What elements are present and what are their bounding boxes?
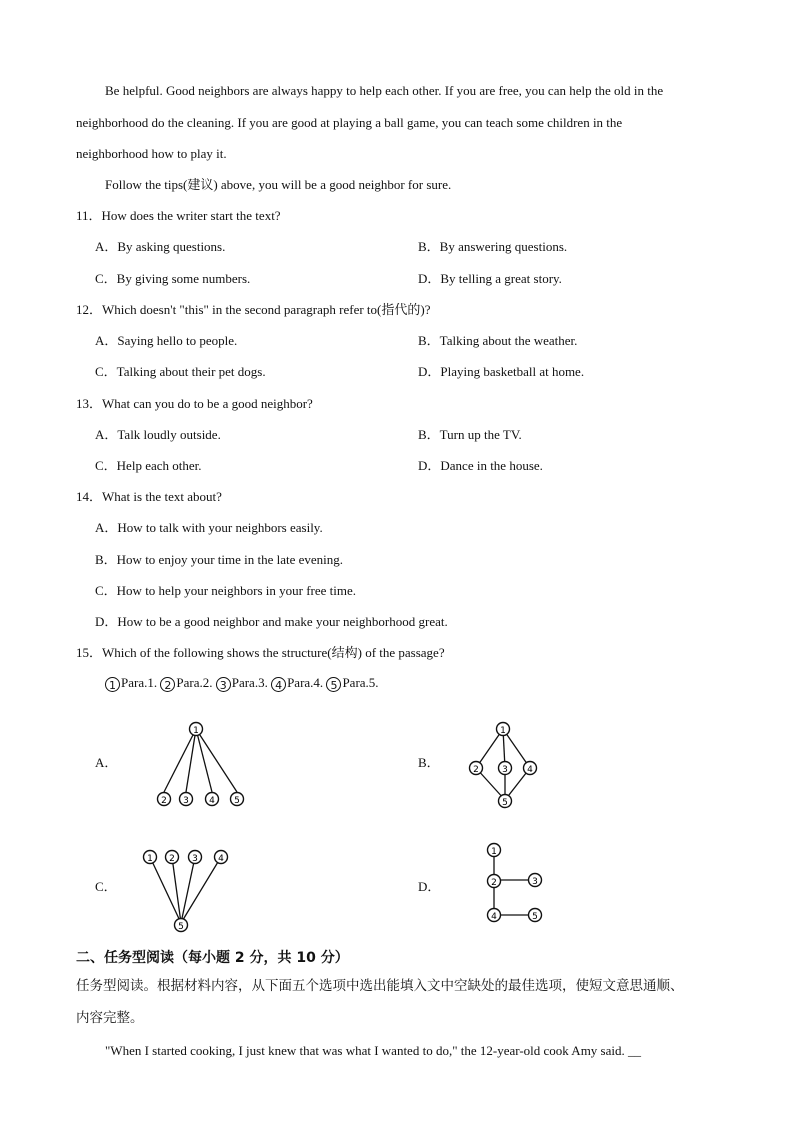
structure-diagram-c (138, 845, 238, 940)
node (470, 762, 483, 776)
q13-option-a[interactable]: A．Talk loudly outside. (95, 427, 221, 442)
svg-text:5: 5 (532, 912, 538, 922)
q11-option-b[interactable]: B．By answering questions. (418, 239, 568, 254)
q11-option-c[interactable]: C．By giving some numbers. (95, 271, 251, 286)
section-2-instruction: 任务型阅读。根据材料内容，从下面五个选项中选出能填入文中空缺处的最佳选项，使短文意思通顺、 (76, 978, 684, 994)
svg-text:1: 1 (147, 854, 153, 864)
section-2-title: 二、任务型阅读（每小题 2 分，共 10 分） (76, 950, 349, 966)
paragraph-line: neighborhood do the cleaning. If you are good at playing a ball game, you can teach some children in the (76, 115, 623, 130)
legend-label: Para.4. (287, 675, 324, 690)
node (144, 851, 157, 865)
svg-text:2: 2 (169, 854, 175, 864)
circled-number: 3 (216, 677, 231, 692)
node (529, 909, 542, 923)
q11-option-d[interactable]: D．By telling a great story. (418, 271, 562, 286)
q13-option-b[interactable]: B．Turn up the TV. (418, 427, 522, 442)
question-12-stem: 12．Which doesn't "this" in the second paragraph refer to(指代的)? (76, 302, 431, 317)
paragraph-legend (105, 675, 379, 692)
legend-label: Para.3. (231, 675, 268, 690)
svg-text:4: 4 (218, 854, 224, 864)
structure-diagram-d (480, 840, 550, 930)
q13-option-c[interactable]: C．Help each other. (95, 458, 202, 473)
question-15-stem: 15．Which of the following shows the structure(结构) of the passage? (76, 645, 445, 660)
legend-label: Para.1. (121, 675, 158, 690)
node (488, 909, 501, 923)
section-2-instruction: 内容完整。 (76, 1010, 144, 1026)
node (175, 919, 188, 933)
svg-text:4: 4 (527, 765, 533, 775)
node (488, 875, 501, 889)
svg-text:4: 4 (491, 912, 497, 922)
node (497, 723, 510, 737)
svg-text:3: 3 (183, 796, 189, 806)
q14-option-a[interactable]: A．How to talk with your neighbors easily. (95, 520, 323, 535)
paragraph-line: neighborhood how to play it. (76, 146, 227, 161)
node (166, 851, 179, 865)
structure-diagram-b (462, 715, 552, 815)
circled-number: 4 (271, 677, 286, 692)
circled-number: 5 (326, 677, 341, 692)
legend-label: Para.2. (176, 675, 213, 690)
question-14-stem: 14．What is the text about? (76, 489, 222, 504)
paragraph-line: Follow the tips(建议) above, you will be a good neighbor for sure. (105, 177, 452, 192)
node (190, 723, 203, 737)
node (206, 793, 219, 807)
paragraph-line: Be helpful. Good neighbors are always happy to help each other. If you are free, you can help the old in the (105, 83, 664, 98)
q14-option-d[interactable]: D．How to be a good neighbor and make your neighborhood great. (95, 614, 448, 629)
node (189, 851, 202, 865)
q12-option-c[interactable]: C．Talking about their pet dogs. (95, 364, 266, 379)
circled-number: 1 (105, 677, 120, 692)
q15-option-c-label[interactable]: C． (95, 879, 117, 894)
q15-option-b-label[interactable]: B． (418, 755, 440, 770)
svg-text:5: 5 (502, 798, 508, 808)
svg-text:4: 4 (209, 796, 215, 806)
q12-option-d[interactable]: D．Playing basketball at home. (418, 364, 585, 379)
legend-label: Para.5. (342, 675, 379, 690)
svg-text:2: 2 (473, 765, 479, 775)
svg-text:1: 1 (500, 726, 506, 736)
svg-text:2: 2 (161, 796, 167, 806)
q12-option-b[interactable]: B．Talking about the weather. (418, 333, 578, 348)
svg-text:3: 3 (532, 877, 538, 887)
node (158, 793, 171, 807)
node (524, 762, 537, 776)
svg-text:3: 3 (502, 765, 508, 775)
q11-option-a[interactable]: A．By asking questions. (95, 239, 226, 254)
q13-option-d[interactable]: D．Dance in the house. (418, 458, 543, 473)
svg-text:1: 1 (491, 847, 497, 857)
question-11-stem: 11．How does the writer start the text? (76, 208, 281, 223)
svg-text:5: 5 (234, 796, 240, 806)
node (529, 874, 542, 888)
structure-diagram-a (150, 715, 260, 815)
node (180, 793, 193, 807)
node (215, 851, 228, 865)
node (499, 762, 512, 776)
svg-text:2: 2 (491, 878, 497, 888)
circled-number: 2 (160, 677, 175, 692)
q12-option-a[interactable]: A．Saying hello to people. (95, 333, 238, 348)
node (231, 793, 244, 807)
svg-text:3: 3 (192, 854, 198, 864)
question-13-stem: 13．What can you do to be a good neighbor? (76, 396, 313, 411)
node (488, 844, 501, 858)
q15-option-d-label[interactable]: D． (418, 879, 441, 894)
svg-text:1: 1 (193, 726, 199, 736)
node (499, 795, 512, 809)
svg-text:5: 5 (178, 922, 184, 932)
q14-option-b[interactable]: B．How to enjoy your time in the late evening. (95, 552, 344, 567)
q14-option-c[interactable]: C．How to help your neighbors in your free time. (95, 583, 357, 598)
passage-first-line: "When I started cooking, I just knew that was what I wanted to do," the 12-year-old cook Amy said. __ (105, 1043, 642, 1058)
q15-option-a-label[interactable]: A． (95, 755, 118, 770)
